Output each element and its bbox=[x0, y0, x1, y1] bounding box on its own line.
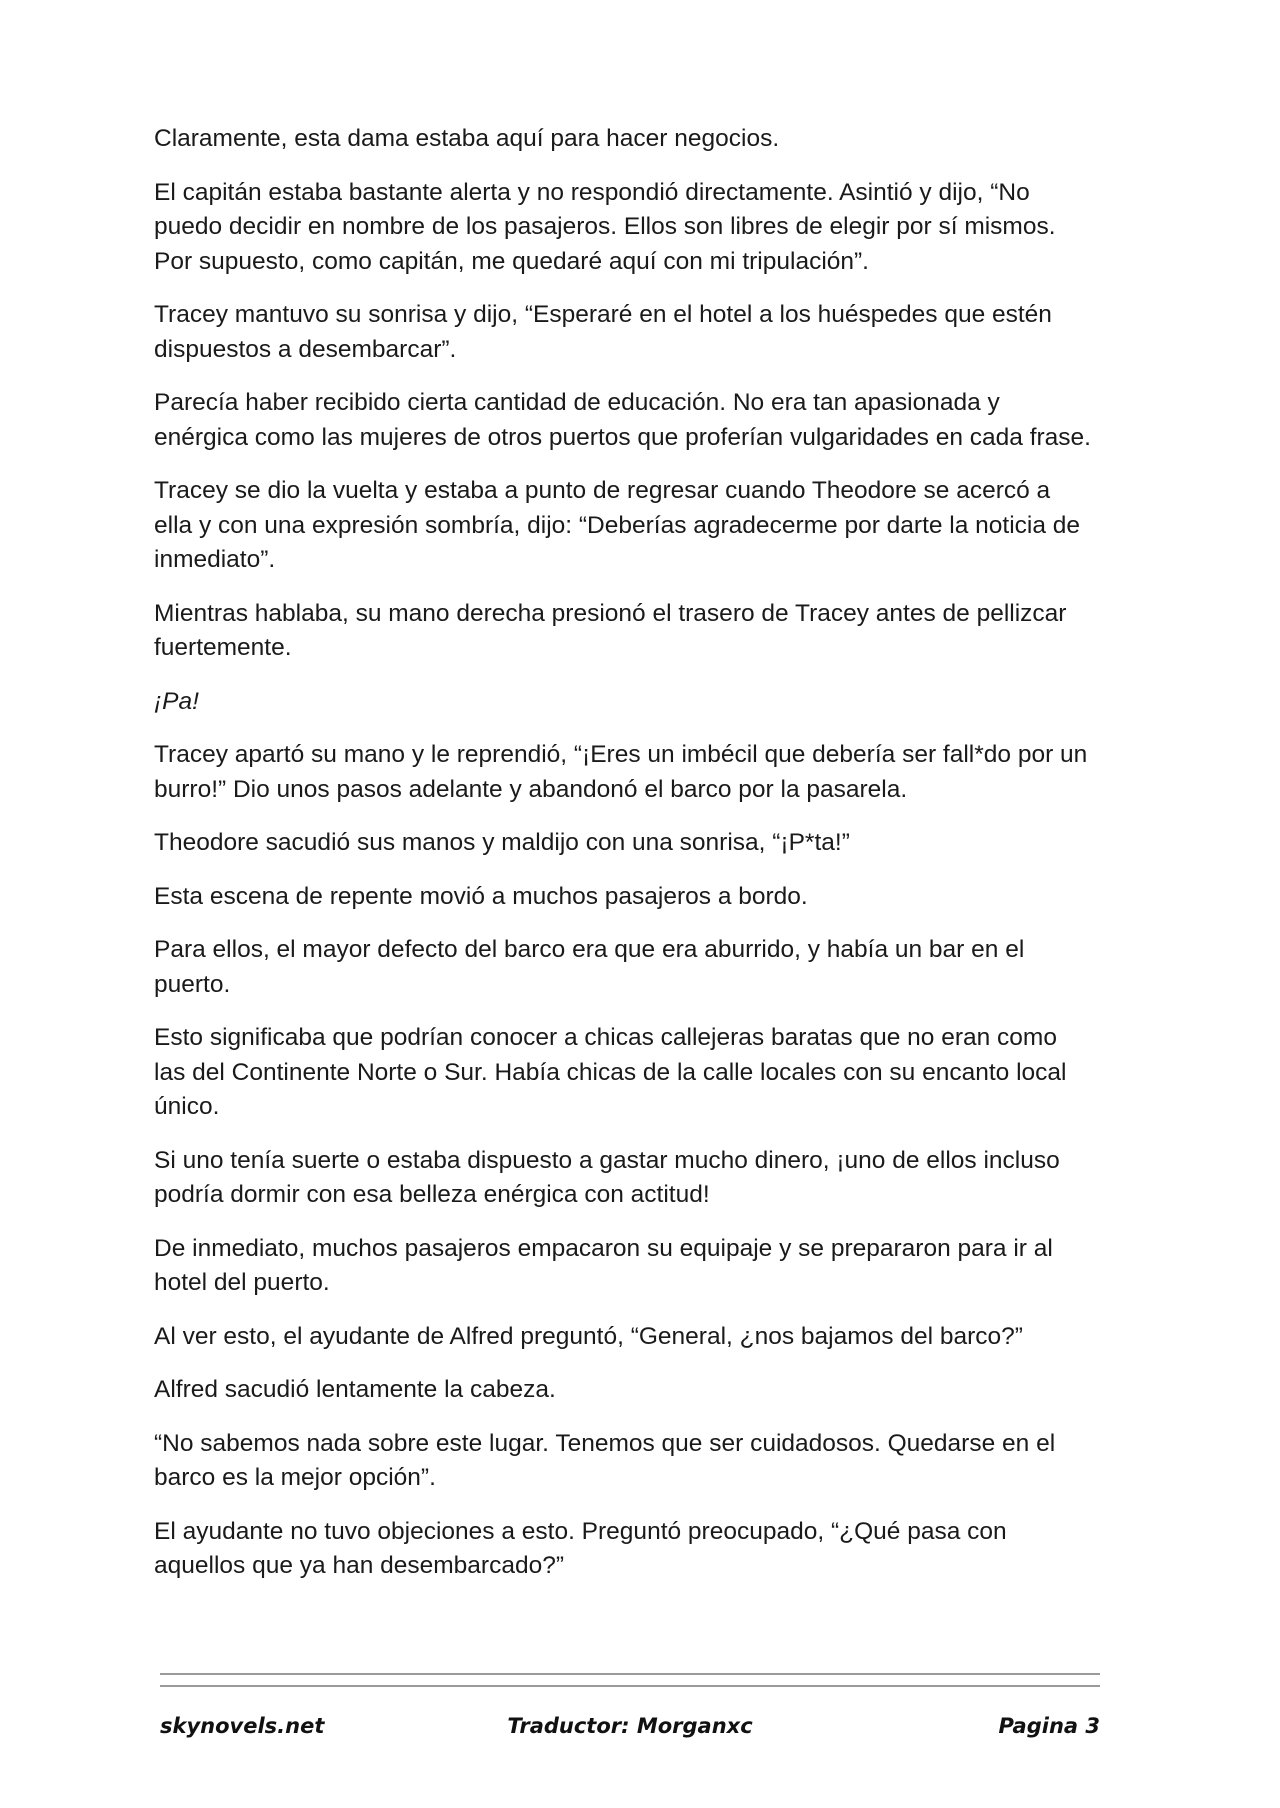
paragraph: ¡Pa! bbox=[154, 687, 199, 715]
paragraph: El ayudante no tuvo objeciones a esto. Preguntó preocupado, “¿Qué pasa con aquellos que ya han desembarcado?” bbox=[154, 1517, 1007, 1579]
footer-divider-top bbox=[160, 1673, 1100, 1675]
page-footer bbox=[160, 1714, 1100, 1748]
paragraph: Theodore sacudió sus manos y maldijo con una sonrisa, “¡P*ta!” bbox=[154, 829, 850, 856]
paragraph: Parecía haber recibido cierta cantidad de educación. No era tan apasionada y enérgica como las mujeres de otros puertos que proferían vulgaridades en cada frase. bbox=[154, 389, 1091, 451]
paragraph: Tracey apartó su mano y le reprendió, “¡Eres un imbécil que debería ser fall*do por un burro!” Dio unos pasos adelante y abandonó el barco por la pasarela. bbox=[154, 741, 1088, 803]
document-body bbox=[154, 122, 1094, 1603]
paragraph: “No sabemos nada sobre este lugar. Tenemos que ser cuidadosos. Quedarse en el barco es la mejor opción”. bbox=[154, 1429, 1056, 1491]
paragraph: Mientras hablaba, su mano derecha presionó el trasero de Tracey antes de pellizcar fuertemente. bbox=[154, 599, 1067, 661]
paragraph: Tracey mantuvo su sonrisa y dijo, “Esperaré en el hotel a los huéspedes que estén dispuestos a desembarcar”. bbox=[154, 301, 1052, 363]
paragraph: Al ver esto, el ayudante de Alfred preguntó, “General, ¿nos bajamos del barco?” bbox=[154, 1322, 1023, 1350]
paragraph: Esto significaba que podrían conocer a chicas callejeras baratas que no eran como las del Continente Norte o Sur. Había chicas de la calle locales con su encanto local único. bbox=[154, 1024, 1067, 1120]
paragraph: De inmediato, muchos pasajeros empacaron su equipaje y se prepararon para ir al hotel del puerto. bbox=[154, 1234, 1053, 1296]
footer-site: skynovels.net bbox=[160, 1714, 325, 1738]
footer-divider-bottom bbox=[160, 1685, 1100, 1687]
paragraph: Si uno tenía suerte o estaba dispuesto a gastar mucho dinero, ¡uno de ellos incluso podría dormir con esa belleza enérgica con actitud! bbox=[154, 1146, 1060, 1208]
footer-page-number: Pagina 3 bbox=[998, 1714, 1100, 1738]
paragraph: Tracey se dio la vuelta y estaba a punto de regresar cuando Theodore se acercó a ella y con una expresión sombría, dijo: “Deberías agradecerme por darte la noticia de inmediato”. bbox=[154, 477, 1081, 573]
paragraph: Alfred sacudió lentamente la cabeza. bbox=[154, 1376, 556, 1403]
footer-translator: Traductor: Morganxc bbox=[507, 1714, 753, 1738]
paragraph: Claramente, esta dama estaba aquí para hacer negocios. bbox=[154, 125, 780, 152]
paragraph: Para ellos, el mayor defecto del barco era que era aburrido, y había un bar en el puerto. bbox=[154, 936, 1025, 998]
paragraph: Esta escena de repente movió a muchos pasajeros a bordo. bbox=[154, 882, 808, 910]
paragraph: El capitán estaba bastante alerta y no respondió directamente. Asintió y dijo, “No puedo decidir en nombre de los pasajeros. Ellos son libres de elegir por sí mismos. Por supuesto, como capitán, me quedaré aquí con mi tripulación”. bbox=[154, 178, 1056, 275]
